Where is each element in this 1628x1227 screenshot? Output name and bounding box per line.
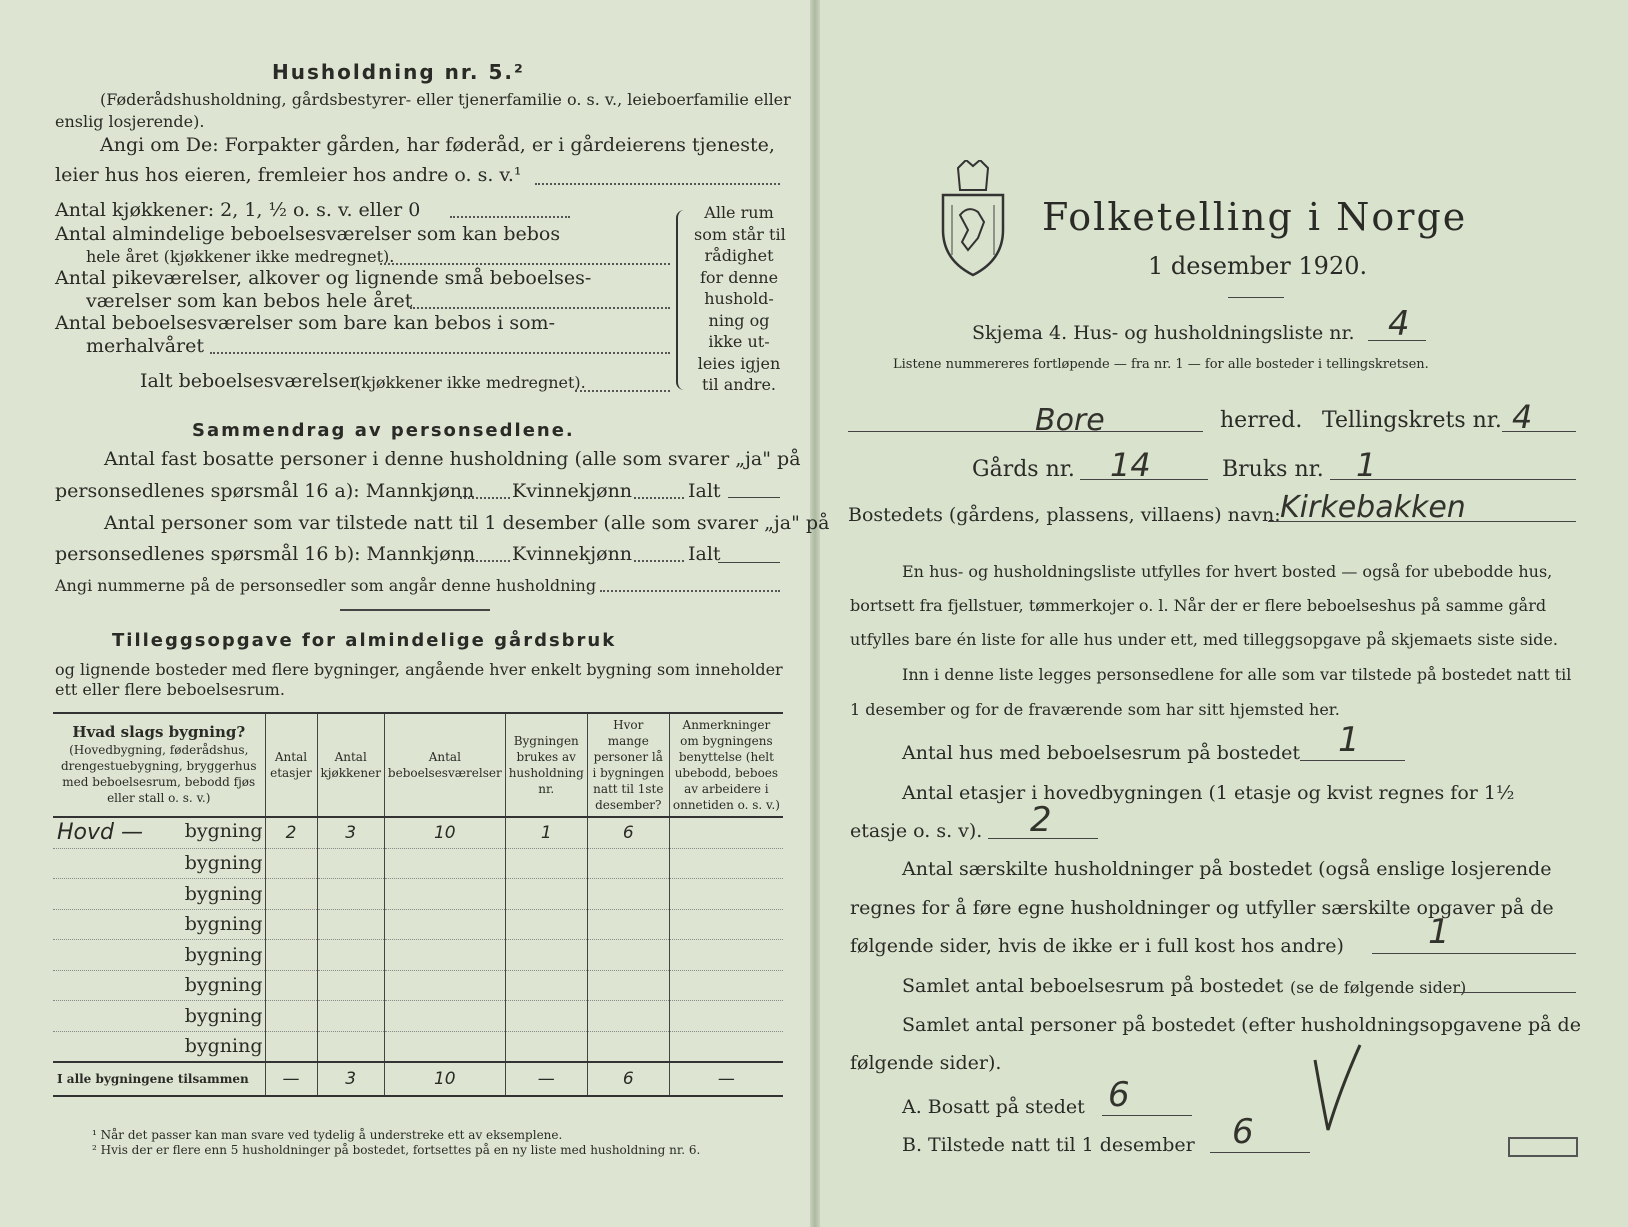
total-rooms-site-note: (se de følgende sider) xyxy=(1290,978,1467,997)
farm-nr-value: 14 xyxy=(1110,446,1151,484)
households-line-2: regnes for å føre egne husholdninger og utfyller særskilte opgaver på de xyxy=(850,897,1554,919)
resident-site-line xyxy=(1102,1115,1192,1116)
para1-line3: utfylles bare én liste for alle hus under ett, med tilleggsopgave på skjemaets siste side. xyxy=(850,630,1558,649)
cell-personer xyxy=(587,1031,669,1062)
table-row xyxy=(53,879,783,910)
cell-anm xyxy=(669,940,783,971)
angi-line-2: leier hus hos eieren, fremleier hos andre o. s. v.¹ xyxy=(55,164,522,186)
col-building-type xyxy=(53,713,265,817)
section-divider xyxy=(340,609,490,611)
table-header-text: Anmerkninger om bygningens benyttelse (helt ubebodd, beboes av arbeidere i onnetiden o. s. v.) xyxy=(672,718,780,812)
kitchens-dots xyxy=(450,216,570,218)
ordinary-rooms-dots xyxy=(380,263,670,265)
table-header-text: Bygningen brukes av husholdning nr. xyxy=(508,734,584,796)
cell-husholdning xyxy=(505,970,587,1001)
cell-personer xyxy=(587,879,669,910)
total-kjokkener: 3 xyxy=(317,1062,384,1096)
summer-rooms-line-2: merhalvåret xyxy=(86,335,205,357)
cell-vaerelser: 10 xyxy=(384,817,505,848)
footnote-2: ² Hvis der er flere enn 5 husholdninger på bostedet, fortsettes på en ny liste med husholdning nr. 6. xyxy=(92,1143,701,1157)
building-type-cell xyxy=(53,1031,265,1062)
supplement-line-2: ett eller flere beboelsesrum. xyxy=(55,680,285,699)
resident-line-1: Antal fast bosatte personer i denne husholdning (alle som svarer „ja" på xyxy=(104,448,801,470)
resident-female-label: Kvinnekjønn xyxy=(512,480,633,502)
cell-vaerelser xyxy=(384,970,505,1001)
cell-anm xyxy=(669,1031,783,1062)
cell-personer xyxy=(587,909,669,940)
table-header-text: Antal etasjer xyxy=(270,750,312,780)
cell-etasjer: 2 xyxy=(265,817,317,848)
title-divider xyxy=(1228,297,1284,298)
footnote-1: ¹ Når det passer kan man svare ved tydelig å understreke ett av eksemplene. xyxy=(92,1128,563,1142)
building-suffix: bygning xyxy=(184,1035,263,1058)
cell-kjokkener xyxy=(317,848,384,879)
cell-kjokkener xyxy=(317,879,384,910)
col-rooms xyxy=(384,713,505,817)
numbers-dots xyxy=(600,590,780,592)
households-line xyxy=(1372,953,1576,954)
table-total-row xyxy=(53,1062,783,1096)
ordinary-rooms-line-2: hele året (kjøkkener ikke medregnet). xyxy=(86,247,395,266)
table-row xyxy=(53,970,783,1001)
present-male-dots xyxy=(460,560,510,562)
present-site-line xyxy=(1210,1152,1310,1153)
printer-stamp-icon xyxy=(1508,1137,1578,1157)
resident-total-label: Ialt xyxy=(688,480,721,502)
table-header-text: Hvor mange personer lå i bygningen natt til 1ste desember? xyxy=(592,718,665,812)
cell-etasjer xyxy=(265,1031,317,1062)
total-rooms-site-label: Samlet antal beboelsesrum på bostedet xyxy=(902,975,1284,997)
cell-vaerelser xyxy=(384,1031,505,1062)
cell-husholdning xyxy=(505,940,587,971)
cell-kjokkener xyxy=(317,970,384,1001)
cell-anm xyxy=(669,817,783,848)
present-female-dots xyxy=(634,560,684,562)
district-label: Tellingskrets nr. xyxy=(1322,408,1502,433)
present-site-value: 6 xyxy=(1232,1112,1254,1152)
holding-nr-label: Bruks nr. xyxy=(1222,457,1324,482)
summary-title: Sammendrag av personsedlene. xyxy=(192,420,575,441)
maid-rooms-line-2: værelser som kan bebos hele året xyxy=(86,290,413,312)
maid-rooms-dots xyxy=(410,307,670,309)
total-persons-line-2: følgende sider). xyxy=(850,1052,1002,1074)
maid-rooms-line-1: Antal pikeværelser, alkover og lignende små beboelses- xyxy=(55,267,592,289)
cell-vaerelser xyxy=(384,940,505,971)
herred-value: Bore xyxy=(1035,403,1105,438)
cell-husholdning xyxy=(505,909,587,940)
col-persons xyxy=(587,713,669,817)
cell-etasjer xyxy=(265,909,317,940)
herred-line xyxy=(848,431,1203,432)
cell-personer xyxy=(587,1001,669,1032)
summer-rooms-dots xyxy=(210,352,670,354)
total-rooms-site-line xyxy=(1456,992,1576,993)
floors-value: 2 xyxy=(1030,800,1052,840)
brace-note xyxy=(694,202,784,396)
para2-line2: 1 desember og for de fraværende som har sitt hjemsted her. xyxy=(850,700,1340,719)
present-line-1: Antal personer som var tilstede natt til 1 desember (alle som svarer „ja" på xyxy=(104,512,830,534)
cell-vaerelser xyxy=(384,848,505,879)
cell-etasjer xyxy=(265,940,317,971)
table-header-text: Antal kjøkkener xyxy=(320,750,381,780)
supplement-line-1: og lignende bosteder med flere bygninger, angående hver enkelt bygning som inneholder xyxy=(55,660,783,679)
cell-etasjer xyxy=(265,1001,317,1032)
present-site-label: B. Tilstede natt til 1 desember xyxy=(902,1134,1195,1156)
numbers-label: Angi nummerne på de personsedler som angår denne husholdning xyxy=(55,576,597,595)
table-row xyxy=(53,817,783,848)
building-suffix: bygning xyxy=(184,882,263,905)
angi-line-1: Angi om De: Forpakter gården, har føderåd, er i gårdeierens tjeneste, xyxy=(100,134,775,156)
houses-label: Antal hus med beboelsesrum på bostedet xyxy=(902,742,1301,764)
cell-vaerelser xyxy=(384,1001,505,1032)
household-title: Husholdning nr. 5.² xyxy=(272,60,525,84)
resident-site-value: 6 xyxy=(1108,1075,1130,1115)
herred-label: herred. xyxy=(1220,408,1303,433)
resident-female-dots xyxy=(634,497,684,499)
intro-line-2: enslig losjerende). xyxy=(55,112,205,131)
para2-line1: Inn i denne liste legges personsedlene for alle som var tilstede på bostedet natt til xyxy=(902,665,1572,684)
total-label: I alle bygningene tilsammen xyxy=(53,1062,265,1096)
brace-note-line: ning og xyxy=(708,310,770,330)
census-title: Folketelling i Norge xyxy=(1042,195,1468,239)
table-header-text: Hvad slags bygning? xyxy=(72,723,246,741)
table-row xyxy=(53,1001,783,1032)
buildings-table xyxy=(53,712,783,1097)
cell-personer: 6 xyxy=(587,817,669,848)
cell-husholdning xyxy=(505,879,587,910)
residence-name-value: Kirkebakken xyxy=(1280,490,1466,525)
col-kitchens xyxy=(317,713,384,817)
schema-nr-value: 4 xyxy=(1388,304,1410,344)
para1-line2: bortsett fra fjellstuer, tømmerkojer o. l. Når der er flere beboelseshus på samme gård xyxy=(850,596,1547,615)
brace-note-line: rådighet xyxy=(704,246,774,265)
cell-personer xyxy=(587,970,669,1001)
rooms-brace xyxy=(676,210,692,390)
cell-etasjer xyxy=(265,879,317,910)
building-type-cell xyxy=(53,909,265,940)
table-row xyxy=(53,909,783,940)
brace-note-line: Alle rum xyxy=(704,203,774,222)
table-header-text: Antal beboelsesværelser xyxy=(387,750,502,780)
brace-note-line: leies igjen xyxy=(697,353,781,373)
present-line-2: personsedlenes spørsmål 16 b): Mannkjønn xyxy=(55,543,476,565)
cell-anm xyxy=(669,879,783,910)
total-rooms-label: Ialt beboelsesværelser xyxy=(140,370,359,392)
building-suffix: bygning xyxy=(184,974,263,997)
present-total-line xyxy=(718,562,780,563)
total-rooms-dots xyxy=(575,390,670,392)
schema-label: Skjema 4. Hus- og husholdningsliste nr. xyxy=(972,322,1355,344)
building-type-cell xyxy=(53,817,265,848)
building-type-cell xyxy=(53,940,265,971)
cell-anm xyxy=(669,1001,783,1032)
kitchens-label: Antal kjøkkener: 2, 1, ½ o. s. v. eller 0 xyxy=(55,199,421,221)
houses-value: 1 xyxy=(1338,720,1360,760)
brace-note-line: hushold- xyxy=(704,289,774,308)
total-etasjer: — xyxy=(265,1062,317,1096)
houses-line xyxy=(1300,760,1405,761)
cell-husholdning: 1 xyxy=(505,817,587,848)
cell-etasjer xyxy=(265,848,317,879)
holding-nr-value: 1 xyxy=(1356,446,1377,484)
households-value: 1 xyxy=(1428,912,1450,952)
census-date: 1 desember 1920. xyxy=(1148,252,1368,280)
supplement-title: Tilleggsopgave for almindelige gårdsbruk xyxy=(112,630,617,651)
cell-kjokkener xyxy=(317,940,384,971)
building-suffix: bygning xyxy=(184,1004,263,1027)
cell-personer xyxy=(587,848,669,879)
cell-kjokkener: 3 xyxy=(317,817,384,848)
cell-vaerelser xyxy=(384,879,505,910)
col-floors xyxy=(265,713,317,817)
resident-line-2: personsedlenes spørsmål 16 a): Mannkjønn xyxy=(55,480,475,502)
cell-anm xyxy=(669,970,783,1001)
total-husholdning: — xyxy=(505,1062,587,1096)
present-female-label: Kvinnekjønn xyxy=(512,543,633,565)
col-remarks xyxy=(669,713,783,817)
cell-anm xyxy=(669,848,783,879)
building-type-cell xyxy=(53,970,265,1001)
brace-note-line: for denne xyxy=(699,267,779,287)
total-rooms-note: (kjøkkener ikke medregnet). xyxy=(355,373,586,392)
resident-site-label: A. Bosatt på stedet xyxy=(902,1096,1085,1118)
angi-answer-line xyxy=(535,183,780,185)
total-personer: 6 xyxy=(587,1062,669,1096)
building-suffix: bygning xyxy=(184,820,263,843)
cell-kjokkener xyxy=(317,909,384,940)
floors-line-2: etasje o. s. v). xyxy=(850,820,983,842)
intro-line-1: (Føderådshusholdning, gårdsbestyrer- eller tjenerfamilie o. s. v., leieboerfamilie eller xyxy=(100,90,791,109)
brace-note-line: til andre. xyxy=(701,375,777,394)
residence-name-label: Bostedets (gårdens, plassens, villaens) navn: xyxy=(848,504,1281,526)
resident-male-dots xyxy=(460,497,510,499)
cell-vaerelser xyxy=(384,909,505,940)
table-row xyxy=(53,848,783,879)
building-suffix: bygning xyxy=(184,913,263,936)
table-row xyxy=(53,1031,783,1062)
cell-anm xyxy=(669,909,783,940)
present-total-label: Ialt xyxy=(688,543,721,565)
farm-nr-label: Gårds nr. xyxy=(972,457,1075,482)
page-fold xyxy=(810,0,820,1227)
building-type-cell xyxy=(53,1001,265,1032)
total-vaerelser: 10 xyxy=(384,1062,505,1096)
brace-note-line: som står til xyxy=(694,224,786,244)
col-household-nr xyxy=(505,713,587,817)
checkmark-icon xyxy=(1310,1040,1370,1140)
numbering-note: Listene nummereres fortløpende — fra nr. 1 — for alle bosteder i tellingskretsen. xyxy=(893,357,1429,372)
households-line-3: følgende sider, hvis de ikke er i full kost hos andre) xyxy=(850,935,1344,957)
total-anm: — xyxy=(669,1062,783,1096)
coat-of-arms-icon xyxy=(938,160,1008,280)
building-type-cell xyxy=(53,848,265,879)
cell-husholdning xyxy=(505,848,587,879)
households-line-1: Antal særskilte husholdninger på bostedet (også enslige losjerende xyxy=(902,858,1552,880)
table-header-text: (Hovedbygning, føderådshus, drengestuebygning, bryggerhus med beboelsesrum, bebodd fjøs eller stall o. s. v.) xyxy=(60,743,257,805)
para1-line1: En hus- og husholdningsliste utfylles for hvert bosted — også for ubebodde hus, xyxy=(902,562,1553,581)
cell-husholdning xyxy=(505,1031,587,1062)
cell-etasjer xyxy=(265,970,317,1001)
cell-personer xyxy=(587,940,669,971)
cell-kjokkener xyxy=(317,1031,384,1062)
cell-kjokkener xyxy=(317,1001,384,1032)
building-type-cell xyxy=(53,879,265,910)
building-suffix: bygning xyxy=(184,943,263,966)
building-suffix: bygning xyxy=(184,852,263,875)
table-row xyxy=(53,940,783,971)
resident-total-line xyxy=(728,497,780,498)
brace-note-line: ikke ut- xyxy=(708,332,770,351)
district-value: 4 xyxy=(1512,398,1533,436)
floors-line-1: Antal etasjer i hovedbygningen (1 etasje og kvist regnes for 1½ xyxy=(902,782,1515,804)
summer-rooms-line-1: Antal beboelsesværelser som bare kan bebos i som- xyxy=(55,312,555,334)
ordinary-rooms-line-1: Antal almindelige beboelsesværelser som kan bebos xyxy=(55,223,561,245)
cell-husholdning xyxy=(505,1001,587,1032)
building-type-value: Hovd — xyxy=(57,820,143,846)
total-persons-line-1: Samlet antal personer på bostedet (efter husholdningsopgavene på de xyxy=(902,1014,1581,1036)
